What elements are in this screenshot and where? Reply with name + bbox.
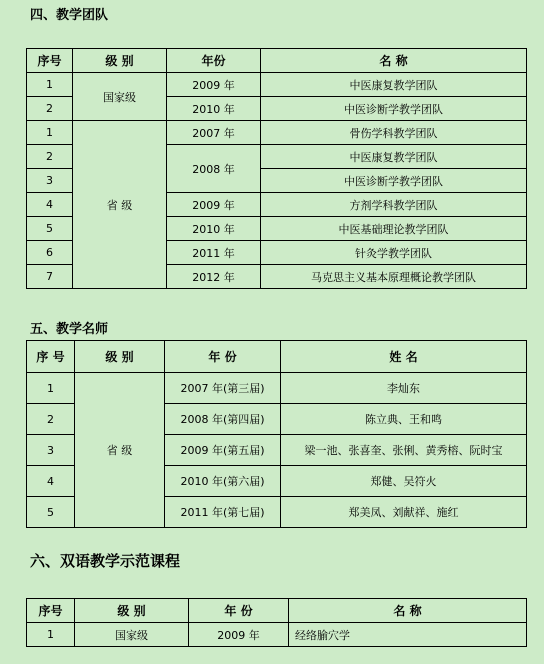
- table-header-row: [27, 599, 527, 623]
- section-4-heading: 四、教学团队: [30, 8, 109, 23]
- table-row: 2 2008 年(第四届) 陈立典、王和鸣: [27, 404, 527, 435]
- table-row: 1 省 级 2007 年(第三届) 李灿东: [27, 373, 527, 404]
- table-row: 4 2009 年 方剂学科教学团队: [27, 193, 527, 217]
- section-5-heading: 五、教学名师: [30, 322, 109, 337]
- table-row: 5 2011 年(第七届) 郑美凤、刘献祥、施红: [27, 497, 527, 528]
- header-name: 名 称: [289, 599, 527, 623]
- level-provincial: 省 级: [73, 121, 167, 289]
- header-year: 年 份: [165, 341, 281, 373]
- teaching-team-table: [26, 48, 527, 289]
- table-row: 2 2008 年 中医康复教学团队: [27, 145, 527, 169]
- header-no: 序号: [27, 599, 75, 623]
- header-year: 年 份: [189, 599, 289, 623]
- table-header-row: [27, 49, 527, 73]
- table-row: 5 2010 年 中医基础理论教学团队: [27, 217, 527, 241]
- table-row: 2 2010 年 中医诊断学教学团队: [27, 97, 527, 121]
- header-level: 级 别: [75, 599, 189, 623]
- table-row: 3 中医诊断学教学团队: [27, 169, 527, 193]
- header-level: 级 别: [75, 341, 165, 373]
- table-row: 1 国家级 2009 年 中医康复教学团队: [27, 73, 527, 97]
- table-row: 4 2010 年(第六届) 郑健、吴符火: [27, 466, 527, 497]
- level-provincial: 省 级: [75, 373, 165, 528]
- table-row: 3 2009 年(第五届) 梁一池、张喜奎、张俐、黄秀榕、阮时宝: [27, 435, 527, 466]
- header-name: 名 称: [261, 49, 527, 73]
- section-6-heading: 六、双语教学示范课程: [30, 552, 181, 570]
- table-row: 6 2011 年 针灸学教学团队: [27, 241, 527, 265]
- table-header-row: [27, 341, 527, 373]
- table-row: 7 2012 年 马克思主义基本原理概论教学团队: [27, 265, 527, 289]
- header-level: 级 别: [73, 49, 167, 73]
- header-no: 序 号: [27, 341, 75, 373]
- header-name: 姓 名: [281, 341, 527, 373]
- header-year: 年份: [167, 49, 261, 73]
- bilingual-course-table: [26, 598, 527, 647]
- famous-teacher-table: [26, 340, 527, 528]
- table-row: 1 省 级 2007 年 骨伤学科教学团队: [27, 121, 527, 145]
- header-no: 序号: [27, 49, 73, 73]
- table-row: 1 国家级 2009 年 经络腧穴学: [27, 623, 527, 647]
- level-national: 国家级: [73, 73, 167, 121]
